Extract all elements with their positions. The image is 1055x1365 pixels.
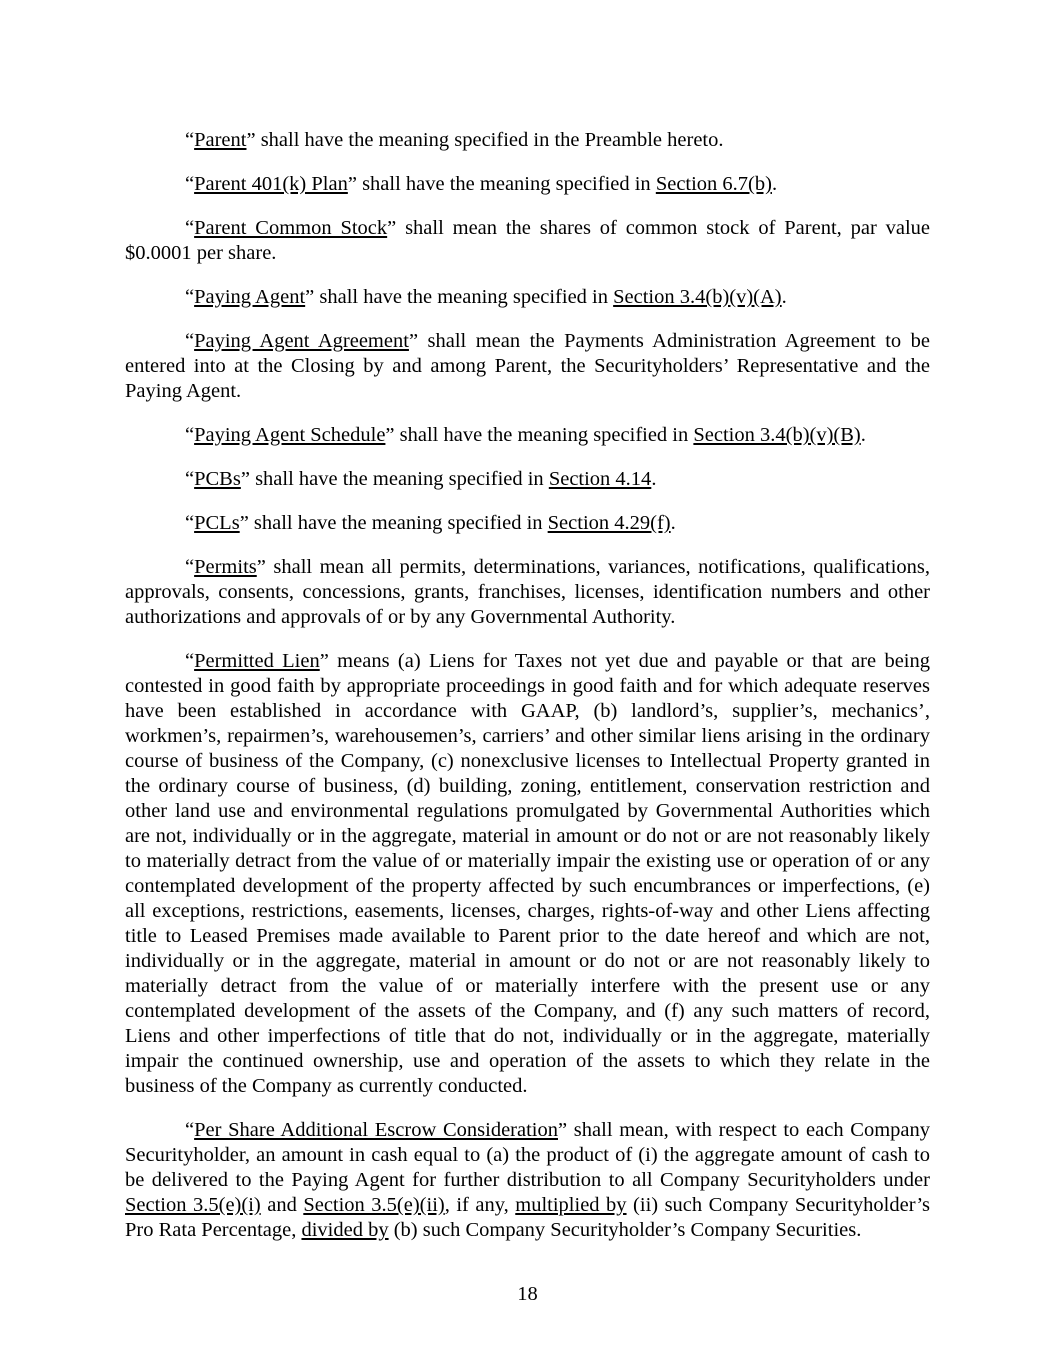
text-run: “: [185, 173, 195, 195]
paragraph: [125, 649, 930, 1099]
text-run: .: [771, 173, 778, 195]
text-run: ” shall mean, with respect to each Company Securityholder, an amount in cash equal to (a) the product of (i) the aggregate amount of cash to be delivered to the Paying Agent for further distribution to all Company Securityholders under: [125, 1119, 930, 1191]
text-run: “: [185, 129, 195, 151]
text-run: “: [185, 217, 195, 239]
text-run: ” shall have the meaning specified in: [347, 173, 656, 195]
text-run: , if any,: [444, 1194, 516, 1216]
defined-term: divided by: [301, 1219, 389, 1241]
text-run: ” shall have the meaning specified in: [239, 512, 548, 534]
section-reference: Section 4.29(f): [547, 512, 671, 534]
paragraph: [125, 423, 930, 448]
text-run: (ii) such Company Securityholder’s Pro Rata Percentage,: [125, 1194, 930, 1241]
text-run: ” shall mean all permits, determinations, variances, notifications, qualifications, approvals, consents, concessions, grants, franchises, licenses, identification numbers and other authorizations and approvals of or by any Governmental Authority.: [125, 556, 930, 628]
defined-term: Permits: [194, 556, 257, 578]
text-run: “: [185, 468, 195, 490]
defined-term: multiplied by: [515, 1194, 627, 1216]
defined-term: PCLs: [194, 512, 240, 534]
defined-term: Parent Common Stock: [194, 217, 388, 239]
defined-term: Paying Agent: [194, 286, 306, 308]
defined-term: PCBs: [194, 468, 241, 490]
text-run: (b) such Company Securityholder’s Company Securities.: [388, 1219, 862, 1241]
defined-term: Paying Agent Schedule: [194, 424, 386, 446]
text-run: ” shall have the meaning specified in the Preamble hereto.: [246, 129, 724, 151]
page-number: 18: [517, 1283, 538, 1305]
paragraph: [125, 467, 930, 492]
text-run: .: [781, 286, 787, 308]
paragraph: [125, 555, 930, 630]
text-run: “: [185, 286, 195, 308]
document-body: [125, 128, 930, 1243]
defined-term: Paying Agent Agreement: [194, 330, 409, 352]
text-run: ” shall have the meaning specified in: [240, 468, 549, 490]
section-reference: Section 3.5(e)(i): [125, 1194, 261, 1216]
paragraph: [125, 216, 930, 266]
text-run: “: [185, 1119, 195, 1141]
section-reference: Section 3.4(b)(v)(B): [693, 424, 861, 446]
section-reference: Section 3.5(e)(ii): [303, 1194, 445, 1216]
text-run: ” shall mean the shares of common stock of Parent, par value $0.0001 per share.: [125, 217, 930, 264]
text-run: .: [860, 424, 866, 446]
paragraph: [125, 511, 930, 536]
text-run: “: [185, 556, 195, 578]
paragraph: [125, 285, 930, 310]
text-run: .: [651, 468, 657, 490]
defined-term: Parent: [194, 129, 247, 151]
text-run: “: [185, 330, 195, 352]
defined-term: Per Share Additional Escrow Consideration: [194, 1119, 558, 1141]
text-run: ” means (a) Liens for Taxes not yet due and payable or that are being contested in good faith by appropriate proceedings in good faith and for which adequate reserves have been established in accordance with GAAP, (b) landlord’s, supplier’s, mechanics’, workmen’s, repairmen’s, warehousemen’s, carriers’ and other similar liens arising in the ordinary course of business of the Company, (c) nonexclusive licenses to Intellectual Property granted in the ordinary course of business, (d) building, zoning, entitlement, conservation restriction and other land use and environmental regulations promulgated by Governmental Authorities which are not, individually or in the aggregate, material in amount or do not or are not reasonably likely to materially detract from the value of or materially impair the existing use or operation of or any contemplated development of the property affected by such encumbrances or imperfections, (e) all exceptions, restrictions, easements, licenses, charges, rights-of-way and other Liens affecting title to Leased Premises made available to Parent prior to the date hereof and which are not, individually or in the aggregate, material in amount or do not or are not reasonably likely to materially detract from the value of or materially interfere with the present use or any contemplated development of the assets of the Company, and (f) any such matters of record, Liens and other imperfections of title that do not, individually or in the aggregate, materially impair the continued ownership, use and operation of the assets to which they relate in the business of the Company as currently conducted.: [125, 650, 930, 1097]
section-reference: Section 6.7(b): [655, 173, 772, 195]
text-run: “: [185, 424, 195, 446]
text-run: and: [260, 1194, 304, 1216]
text-run: ” shall mean the Payments Administration Agreement to be entered into at the Closing by and among Parent, the Securityholders’ Representative and the Paying Agent.: [125, 330, 930, 402]
text-run: “: [185, 650, 195, 672]
section-reference: Section 3.4(b)(v)(A): [613, 286, 782, 308]
paragraph: [125, 128, 930, 153]
page-footer: [0, 1282, 1055, 1307]
paragraph: [125, 172, 930, 197]
defined-term: Parent 401(k) Plan: [194, 173, 348, 195]
text-run: .: [670, 512, 676, 534]
paragraph: [125, 1118, 930, 1243]
section-reference: Section 4.14: [548, 468, 652, 490]
text-run: ” shall have the meaning specified in: [305, 286, 614, 308]
text-run: “: [185, 512, 195, 534]
defined-term: Permitted Lien: [194, 650, 320, 672]
paragraph: [125, 329, 930, 404]
text-run: ” shall have the meaning specified in: [385, 424, 694, 446]
